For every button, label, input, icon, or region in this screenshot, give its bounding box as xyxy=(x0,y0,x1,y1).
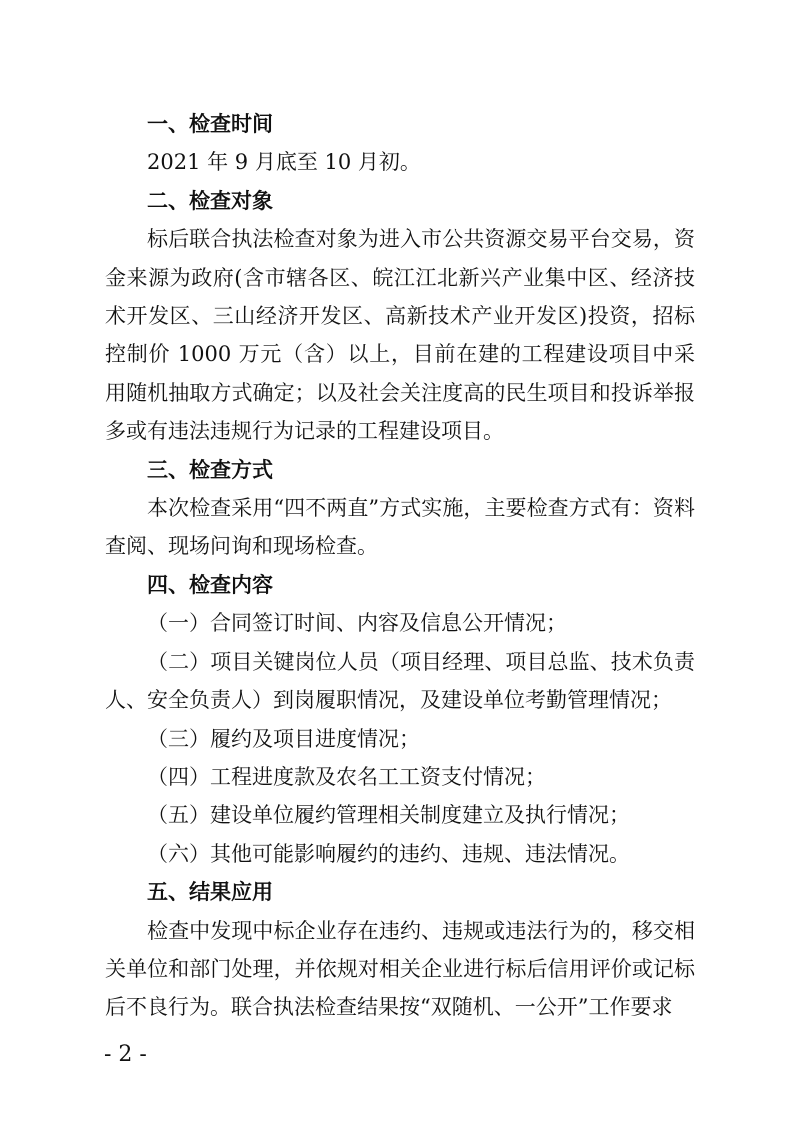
section-heading-result: 五、结果应用 xyxy=(147,880,273,905)
document-body xyxy=(105,105,695,1027)
section-text-time: 2021 年 9 月底至 10 月初。 xyxy=(147,150,421,175)
section-text-result: 检查中发现中标企业存在违约、违规或违法行为的，移交相关单位和部门处理，并依规对相关企业进行标后信用评价或记标后不良行为。联合执法检查结果按“双随机、一公开”工作要求 xyxy=(105,918,695,1020)
section-heading-method: 三、检查方式 xyxy=(147,457,273,482)
section-text-method: 本次检查采用“四不两直”方式实施，主要检查方式有：资料查阅、现场问询和现场检查。 xyxy=(105,496,695,559)
section-heading-content: 四、检查内容 xyxy=(147,572,273,597)
section-text-object: 标后联合执法检查对象为进入市公共资源交易平台交易，资金来源为政府(含市辖各区、皖江江北新兴产业集中区、经济技术开发区、三山经济开发区、高新技术产业开发区)投资，招标控制价 1000 万元（含）以上，目前在建的工程建设项目中采用随机抽取方式确定；以及社会关注度高的民生项目和投诉举报多或有违法违规行为记录的工程建设项目。 xyxy=(105,227,695,444)
content-item-5: （五）建设单位履约管理相关制度建立及执行情况； xyxy=(147,803,630,828)
section-heading-object: 二、检查对象 xyxy=(147,188,273,213)
content-item-3: （三）履约及项目进度情况； xyxy=(147,726,420,751)
page-number: - 2 - xyxy=(104,1042,147,1067)
content-item-4: （四）工程进度款及农名工工资支付情况； xyxy=(147,764,546,789)
content-item-1: （一）合同签订时间、内容及信息公开情况； xyxy=(147,611,567,636)
section-heading-time: 一、检查时间 xyxy=(147,112,273,136)
content-item-2: （二）项目关键岗位人员（项目经理、项目总监、技术负责人、安全负责人）到岗履职情况，及建设单位考勤管理情况； xyxy=(105,649,695,713)
content-item-6: （六）其他可能影响履约的违约、违规、违法情况。 xyxy=(147,841,630,866)
